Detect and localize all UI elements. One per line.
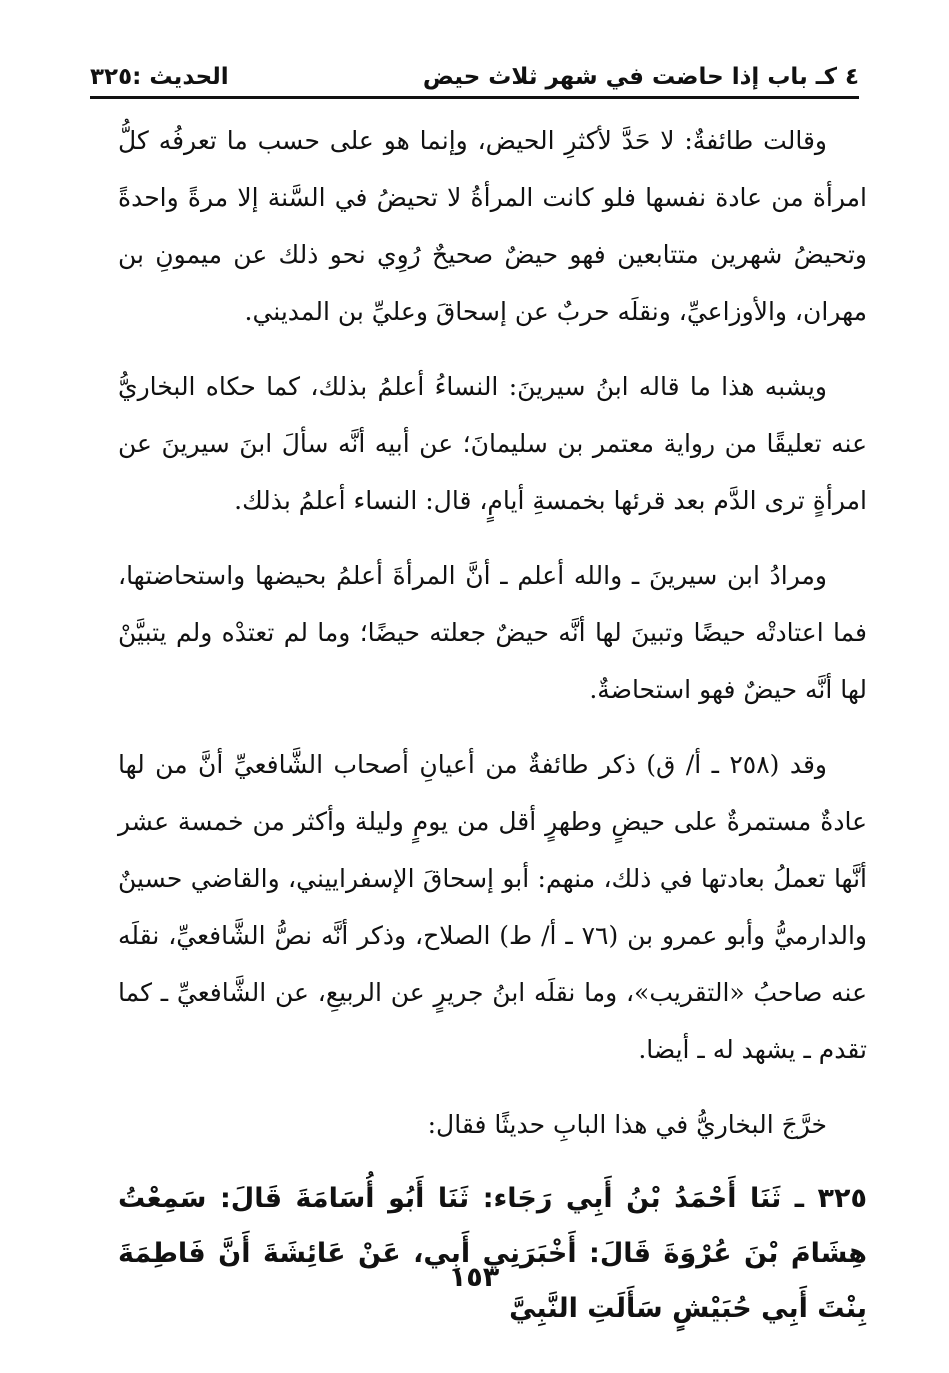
page-number: ١٥٣ (449, 1262, 500, 1293)
page-header (90, 48, 859, 99)
paragraph-1: وقالت طائفةٌ: لا حَدَّ لأكثرِ الحيض، وإنما هو على حسب ما تعرفُه كلُّ امرأة من عادة نفسها فلو كانت المرأةُ لا تحيضُ في السَّنة إلا مرةً واحدةً وتحيضُ شهرين متتابعين فهو حيضٌ صحيحٌ رُوِي نحو ذلك عن ميمونِ بن مهران، والأوزاعيِّ، ونقلَه حربٌ عن إسحاقَ وعليِّ بن المديني. (118, 126, 867, 326)
page-body (118, 112, 867, 1354)
hadith-text: ٣٢٥ ـ ثَنَا أَحْمَدُ بْنُ أَبِي رَجَاء: ثَنَا أَبُو أُسَامَةَ قَالَ: سَمِعْتُ هِشَامَ بْنَ عُرْوَةَ قَالَ: أَخْبَرَنِي أَبِي، عَنْ عَائِشَةَ أَنَّ فَاطِمَةَ بِنْتَ أَبِي حُبَيْشٍ سَأَلَتِ النَّبِيَّ (118, 1183, 867, 1324)
paragraph-4: وقد (٢٥٨ ـ أ/ ق) ذكر طائفةٌ من أعيانِ أصحاب الشَّافعيِّ أنَّ من لها عادةٌ مستمرةٌ على حيضٍ وطهرٍ أقل من يومٍ وليلة وأكثر من خمسة عشر أنَّها تعملُ بعادتها في ذلك، منهم: أبو إسحاقَ الإسفراييني، والقاضي حسينٌ والدارميُّ وأبو عمرو بن (٧٦ ـ أ/ ط) الصلاح، وذكر أنَّه نصُّ الشَّافعيِّ، نقلَه عنه صاحبُ «التقريب»، وما نقلَه ابنُ جريرٍ عن الربيعِ، عن الشَّافعيِّ ـ كما تقدم ـ يشهد له ـ أيضا. (118, 750, 867, 1064)
chapter-title: ٤ كـ باب إذا حاضت في شهر ثلاث حيض (422, 64, 859, 90)
hadith-reference: الحديث :٣٢٥ (90, 64, 229, 90)
paragraph-3: ومرادُ ابن سيرينَ ـ والله أعلم ـ أنَّ المرأةَ أعلمُ بحيضها واستحاضتها، فما اعتادتْه حيضًا وتبينَ لها أنَّه حيضٌ جعلته حيضًا؛ وما لم تعتدْه ولم يتبيَّنْ لها أنَّه حيضٌ فهو استحاضةٌ. (118, 561, 867, 704)
paragraph-2: ويشبه هذا ما قاله ابنُ سيرينَ: النساءُ أعلمُ بذلك، كما حكاه البخاريُّ عنه تعليقًا من رواية معتمر بن سليمانَ؛ عن أبيه أنَّه سألَ ابنَ سيرينَ عن امرأةٍ ترى الدَّم بعد قرئها بخمسةِ أيامٍ، قال: النساء أعلمُ بذلك. (118, 372, 867, 515)
paragraph-5: خرَّجَ البخاريُّ في هذا البابِ حديثًا فقال: (427, 1110, 827, 1139)
